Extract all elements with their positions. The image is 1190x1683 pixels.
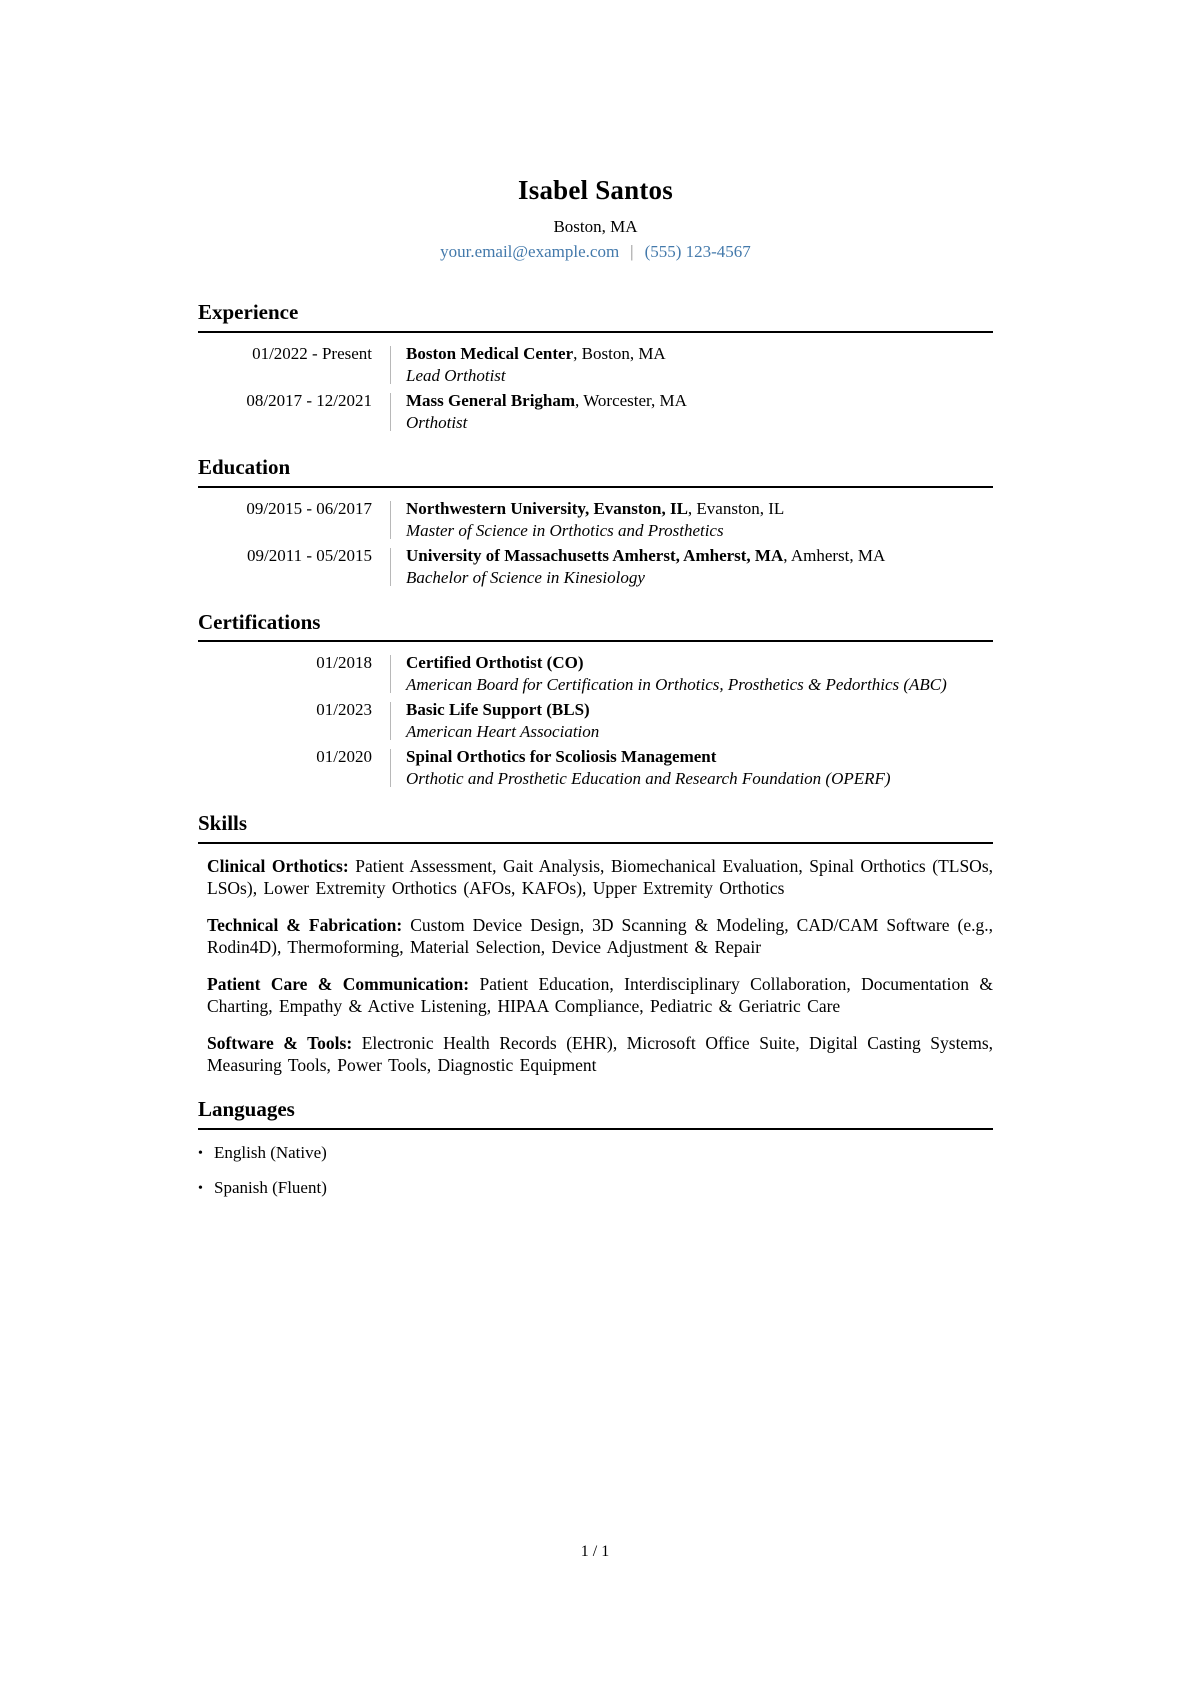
skill-group-label: Technical & Fabrication: <box>207 915 403 936</box>
degree: Bachelor of Science in Kinesiology <box>406 567 645 587</box>
skill-group-text: Custom Device Design, 3D Scanning & Modeling, CAD/CAM Software (e.g., Rodin4D), Thermoforming, Material Selection, Device Adjustment & Repair <box>207 915 993 958</box>
entry-body <box>406 498 993 542</box>
skills-list <box>198 855 993 1076</box>
section-title-education: Education <box>198 454 993 488</box>
section-languages <box>198 1096 993 1200</box>
languages-list <box>198 1142 993 1200</box>
school-name: Northwestern University, Evanston, IL <box>406 498 688 518</box>
experience-entries <box>198 343 993 434</box>
company-location: , Worcester, MA <box>575 390 687 410</box>
school-location: , Amherst, MA <box>783 545 886 565</box>
certification-name: Basic Life Support (BLS) <box>406 700 590 720</box>
company-name: Boston Medical Center <box>406 343 574 363</box>
section-title-skills: Skills <box>198 810 993 844</box>
entry-divider <box>390 702 391 740</box>
bullet-icon: • <box>198 1181 203 1197</box>
entry-dates: 01/2020 <box>316 747 372 767</box>
section-title-certifications: Certifications <box>198 609 993 643</box>
entry-dates: 01/2018 <box>316 653 372 673</box>
entry-divider <box>390 548 391 586</box>
section-title-experience: Experience <box>198 299 993 333</box>
entry-body <box>406 746 993 790</box>
entry-divider <box>390 655 391 693</box>
entry-body <box>406 390 993 434</box>
certification-name: Certified Orthotist (CO) <box>406 653 584 673</box>
skill-group-technical-fabrication <box>207 914 993 958</box>
language-item-english <box>198 1142 993 1165</box>
certification-issuer: American Heart Association <box>406 722 600 742</box>
entry-divider <box>390 501 391 539</box>
person-name: Isabel Santos <box>518 175 673 205</box>
company-name: Mass General Brigham <box>406 390 576 410</box>
education-entries <box>198 498 993 589</box>
entry-dates: 01/2022 - Present <box>252 343 372 363</box>
degree: Master of Science in Orthotics and Prosthetics <box>406 520 724 540</box>
contact-separator: | <box>630 241 634 261</box>
experience-entry <box>198 390 993 434</box>
school-location: , Evanston, IL <box>687 498 785 518</box>
entry-body <box>406 545 993 589</box>
skill-group-clinical-orthotics <box>207 855 993 899</box>
language-label: English (Native) <box>214 1143 327 1163</box>
entry-title-line <box>406 343 993 365</box>
school-name: University of Massachusetts Amherst, Amherst, MA <box>406 545 784 565</box>
entry-body <box>406 699 993 743</box>
certification-entry <box>198 746 993 790</box>
entry-body <box>406 652 993 696</box>
entry-dates: 01/2023 <box>316 700 372 720</box>
skill-group-patient-care-communication <box>207 973 993 1017</box>
entry-dates: 09/2011 - 05/2015 <box>247 545 372 565</box>
certification-entry <box>198 652 993 696</box>
skill-group-software-tools <box>207 1032 993 1076</box>
entry-divider <box>390 346 391 384</box>
entry-dates: 08/2017 - 12/2021 <box>246 390 372 410</box>
person-location: Boston, MA <box>553 216 638 236</box>
entry-body <box>406 343 993 387</box>
skill-group-text: Patient Education, Interdisciplinary Collaboration, Documentation & Charting, Empathy & Active Listening, HIPAA Compliance, Pediatric & Geriatric Care <box>207 974 993 1017</box>
entry-divider <box>390 393 391 431</box>
certification-entry <box>198 699 993 743</box>
section-experience <box>198 299 993 434</box>
section-title-languages: Languages <box>198 1096 993 1130</box>
education-entry <box>198 545 993 589</box>
certification-name: Spinal Orthotics for Scoliosis Management <box>406 747 717 767</box>
section-education <box>198 454 993 589</box>
section-certifications <box>198 609 993 791</box>
skill-group-label: Patient Care & Communication: <box>207 974 470 995</box>
bullet-icon: • <box>198 1146 203 1162</box>
skill-group-text: Electronic Health Records (EHR), Microsoft Office Suite, Digital Casting Systems, Measuring Tools, Power Tools, Diagnostic Equipment <box>207 1033 993 1076</box>
contact-line <box>198 242 993 262</box>
entry-title-line <box>406 545 993 567</box>
language-item-spanish <box>198 1177 993 1200</box>
skill-group-label: Software & Tools: <box>207 1033 353 1054</box>
entry-title-line <box>406 498 993 520</box>
job-title: Lead Orthotist <box>406 365 506 385</box>
certification-issuer: American Board for Certification in Orthotics, Prosthetics & Pedorthics (ABC) <box>406 675 947 695</box>
company-location: , Boston, MA <box>573 343 666 363</box>
skill-group-label: Clinical Orthotics: <box>207 856 349 877</box>
certification-entries <box>198 652 993 790</box>
phone-link[interactable]: (555) 123-4567 <box>644 241 751 261</box>
page-number: 1 / 1 <box>580 1543 610 1560</box>
education-entry <box>198 498 993 542</box>
email-link[interactable]: your.email@example.com <box>440 241 620 261</box>
entry-title-line <box>406 390 993 412</box>
experience-entry <box>198 343 993 387</box>
job-title: Orthotist <box>406 412 468 432</box>
language-label: Spanish (Fluent) <box>214 1178 327 1198</box>
skill-group-text: Patient Assessment, Gait Analysis, Biomechanical Evaluation, Spinal Orthotics (TLSOs, LSOs), Lower Extremity Orthotics (AFOs, KAFOs), Upper Extremity Orthotics <box>207 856 994 899</box>
entry-dates: 09/2015 - 06/2017 <box>246 498 372 518</box>
section-skills <box>198 810 993 1076</box>
certification-issuer: Orthotic and Prosthetic Education and Research Foundation (OPERF) <box>406 769 891 789</box>
entry-divider <box>390 749 391 787</box>
